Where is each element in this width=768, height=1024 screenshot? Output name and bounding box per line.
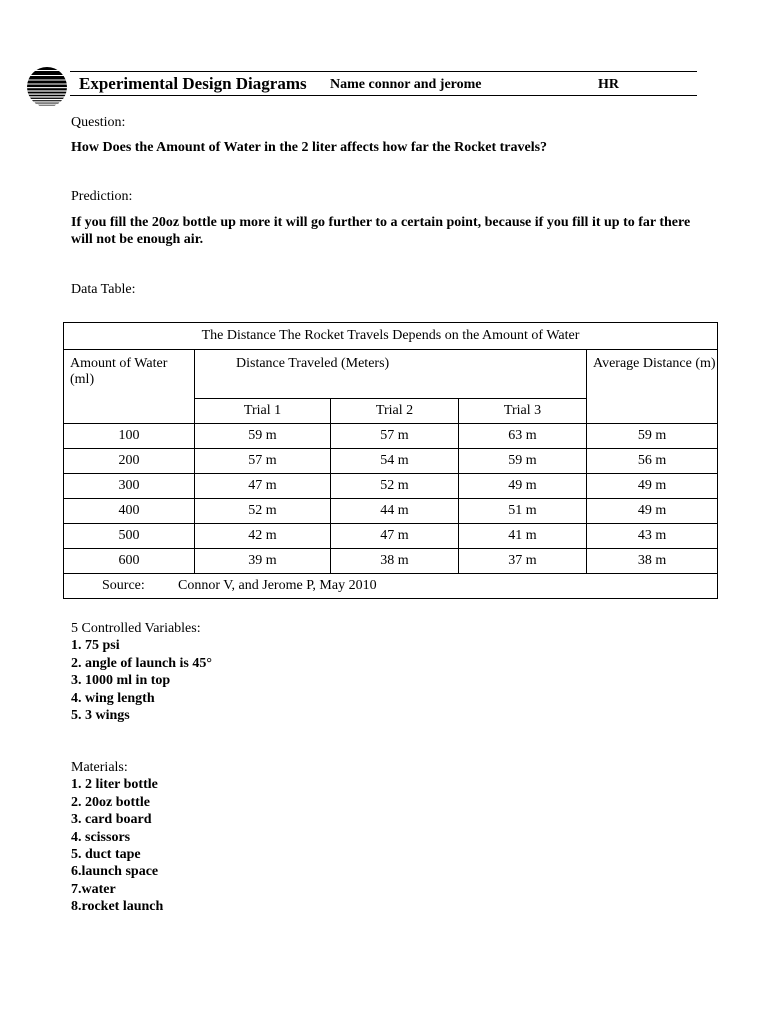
list-item: 6.launch space <box>71 864 159 880</box>
header-trial-1: Trial 1 <box>195 399 331 424</box>
name-field: Name connor and jerome <box>330 77 482 92</box>
list-item: 2. angle of launch is 45° <box>71 655 212 671</box>
trial-1-cell: 47 m <box>195 474 331 499</box>
trial-1-cell: 57 m <box>195 449 331 474</box>
table-row <box>64 474 718 499</box>
list-item: 5. 3 wings <box>71 708 130 724</box>
hr-field: HR <box>598 77 619 92</box>
amount-cell: 600 <box>64 549 195 574</box>
prediction-label: Prediction: <box>71 189 133 204</box>
question-text: How Does the Amount of Water in the 2 liter affects how far the Rocket travels? <box>71 140 548 155</box>
list-item: 3. 1000 ml in top <box>71 673 171 689</box>
amount-cell: 500 <box>64 524 195 549</box>
source-label: Source: <box>102 578 145 593</box>
trial-2-cell: 38 m <box>331 549 459 574</box>
trial-2-cell: 47 m <box>331 524 459 549</box>
data-table <box>63 322 718 599</box>
amount-cell: 100 <box>64 424 195 449</box>
prediction-text: If you fill the 20oz bottle up more it will go further to a certain point, because if you fill it up to far there will not be enough air. <box>71 215 691 247</box>
list-item: 3. card board <box>71 812 152 828</box>
list-item: 1. 2 liter bottle <box>71 777 158 793</box>
trial-3-cell: 41 m <box>459 524 587 549</box>
header-amount-of-water: Amount of Water (ml) <box>64 350 195 424</box>
data-table-label: Data Table: <box>71 282 136 297</box>
average-cell: 56 m <box>587 449 718 474</box>
trial-1-cell: 39 m <box>195 549 331 574</box>
trial-3-cell: 37 m <box>459 549 587 574</box>
trial-3-cell: 59 m <box>459 449 587 474</box>
materials-list <box>71 759 163 916</box>
average-cell: 38 m <box>587 549 718 574</box>
table-source <box>64 574 718 599</box>
trial-1-cell: 42 m <box>195 524 331 549</box>
trial-3-cell: 49 m <box>459 474 587 499</box>
page-title: Experimental Design Diagrams <box>79 74 307 93</box>
trial-2-cell: 54 m <box>331 449 459 474</box>
table-row <box>64 449 718 474</box>
list-item: 2. 20oz bottle <box>71 794 150 810</box>
table-caption: The Distance The Rocket Travels Depends on the Amount of Water <box>64 323 718 350</box>
list-item: 4. scissors <box>71 829 131 845</box>
table-row <box>64 549 718 574</box>
trial-3-cell: 51 m <box>459 499 587 524</box>
table-row <box>64 524 718 549</box>
average-cell: 49 m <box>587 499 718 524</box>
list-item: 8.rocket launch <box>71 899 164 915</box>
average-cell: 43 m <box>587 524 718 549</box>
logo-globe-icon <box>26 66 68 108</box>
table-row <box>64 499 718 524</box>
table-row <box>64 424 718 449</box>
trial-3-cell: 63 m <box>459 424 587 449</box>
question-label: Question: <box>71 115 126 130</box>
trial-1-cell: 52 m <box>195 499 331 524</box>
trial-2-cell: 52 m <box>331 474 459 499</box>
trial-1-cell: 59 m <box>195 424 331 449</box>
header-top-rule <box>70 71 697 72</box>
header-bottom-rule <box>70 95 697 96</box>
trial-2-cell: 57 m <box>331 424 459 449</box>
list-item: 5. duct tape <box>71 847 141 863</box>
trial-2-cell: 44 m <box>331 499 459 524</box>
header-trial-2: Trial 2 <box>331 399 459 424</box>
average-cell: 49 m <box>587 474 718 499</box>
materials-label: Materials: <box>71 760 128 775</box>
amount-cell: 300 <box>64 474 195 499</box>
list-item: 4. wing length <box>71 690 155 706</box>
controlled-variables-list <box>71 620 212 724</box>
list-item: 7.water <box>71 881 116 897</box>
header-average-distance: Average Distance (m) <box>587 350 718 424</box>
average-cell: 59 m <box>587 424 718 449</box>
header-distance-traveled: Distance Traveled (Meters) <box>195 350 587 399</box>
header-trial-3: Trial 3 <box>459 399 587 424</box>
amount-cell: 200 <box>64 449 195 474</box>
source-text: Connor V, and Jerome P, May 2010 <box>178 578 377 593</box>
controlled-variables-label: 5 Controlled Variables: <box>71 621 201 636</box>
list-item: 1. 75 psi <box>71 638 120 654</box>
amount-cell: 400 <box>64 499 195 524</box>
